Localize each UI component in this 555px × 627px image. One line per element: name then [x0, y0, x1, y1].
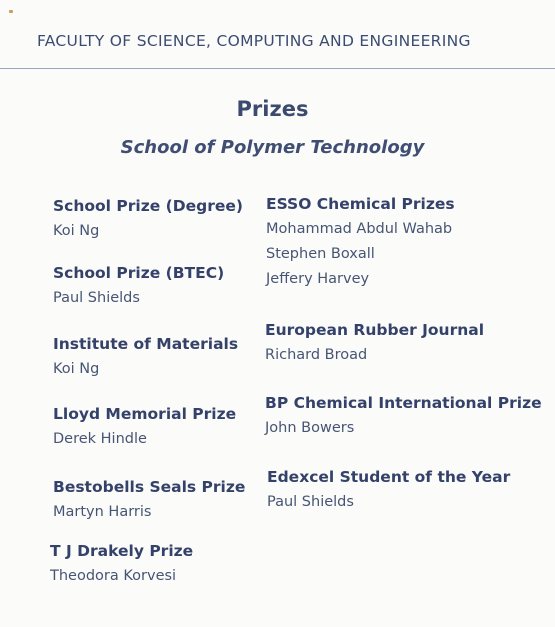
prize-name: School Prize (BTEC): [53, 264, 225, 282]
page-header: [0, 0, 555, 69]
page-subtitle: School of Polymer Technology: [120, 137, 425, 158]
prize-entry: [53, 404, 236, 449]
prize-winner: Richard Broad: [265, 347, 368, 363]
prize-entry: [53, 477, 245, 522]
prize-entry: [53, 263, 224, 308]
faculty-heading: FACULTY OF SCIENCE, COMPUTING AND ENGINEERING: [37, 32, 471, 50]
prize-winner: Paul Shields: [267, 494, 354, 510]
prize-name: Edexcel Student of the Year: [267, 468, 511, 486]
prize-entry: [265, 320, 484, 365]
prize-winner: Martyn Harris: [53, 504, 152, 520]
prize-name: ESSO Chemical Prizes: [266, 195, 455, 213]
prize-winner: Stephen Boxall: [266, 246, 375, 262]
prize-name: Lloyd Memorial Prize: [53, 405, 237, 423]
prize-winner: Jeffery Harvey: [266, 271, 370, 287]
prize-winner: Paul Shields: [53, 290, 140, 306]
prize-winner: Koi Ng: [53, 223, 100, 239]
prize-name: BP Chemical International Prize: [265, 394, 542, 412]
prize-winner: Mohammad Abdul Wahab: [266, 221, 453, 237]
prize-winner: Koi Ng: [53, 361, 100, 377]
prize-name: European Rubber Journal: [265, 321, 485, 339]
prize-winner: Derek Hindle: [53, 431, 147, 447]
prize-name: Bestobells Seals Prize: [53, 478, 246, 496]
prize-name: T J Drakely Prize: [50, 542, 194, 560]
prize-name: School Prize (Degree): [53, 197, 243, 215]
prize-entry: [53, 334, 238, 379]
prize-winner: John Bowers: [265, 420, 355, 436]
prize-entry: [50, 541, 193, 586]
prize-entry: [266, 194, 455, 289]
prize-entry: [265, 393, 542, 438]
page-title: Prizes: [236, 97, 309, 121]
prize-winner: Theodora Korvesi: [50, 568, 177, 584]
prize-entry: [53, 196, 243, 241]
prize-entry: [267, 467, 510, 512]
prize-name: Institute of Materials: [53, 335, 239, 353]
